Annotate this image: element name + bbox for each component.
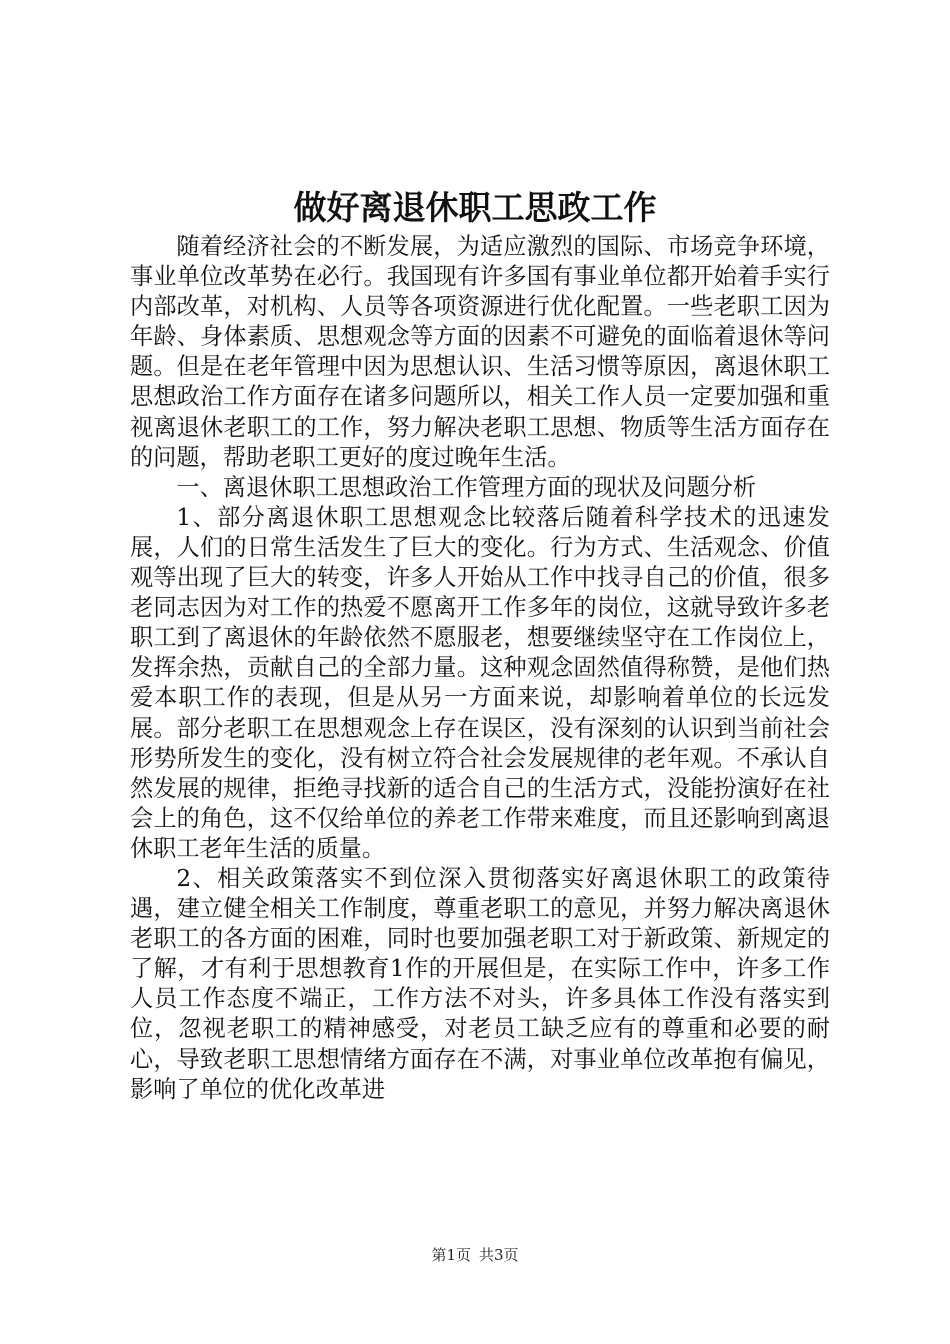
page-number: 第1页 (431, 1246, 471, 1264)
intro-paragraph: 随着经济社会的不断发展，为适应激烈的国际、市场竞争环境，事业单位改革势在必行。我国现有许多国有事业单位都开始着手实行内部改革，对机构、人员等各项资源进行优化配置。一些老职工因为年龄、身体素质、思想观念等方面的因素不可避免的面临着退休等问题。但是在老年管理中因为思想认识、生活习惯等原因，离退休职工思想政治工作方面存在诸多问题所以，相关工作人员一定要加强和重视离退休老职工的工作，努力解决老职工思想、物质等生活方面存在的问题，帮助老职工更好的度过晚年生活。 (130, 233, 830, 471)
page-footer (0, 1245, 950, 1265)
section-heading: 一、离退休职工思想政治工作管理方面的现状及问题分析 (176, 473, 757, 501)
document-body (130, 232, 830, 1105)
body-paragraph: 1、部分离退休职工思想观念比较落后随着科学技术的迅速发展，人们的日常生活发生了巨大的变化。行为方式、生活观念、价值观等出现了巨大的转变，许多人开始从工作中找寻自己的价值，很多老同志因为对工作的热爱不愿离开工作多年的岗位，这就导致许多老职工到了离退休的年龄依然不愿服老，想要继续坚守在工作岗位上，发挥余热，贡献自己的全部力量。这种观念固然值得称赞，是他们热爱本职工作的表现，但是从另一方面来说，却影响着单位的长远发展。部分老职工在思想观念上存在误区，没有深刻的认识到当前社会形势所发生的变化，没有树立符合社会发展规律的老年观。不承认自然发展的规律，拒绝寻找新的适合自己的生活方式，没能扮演好在社会上的角色，这不仅给单位的养老工作带来难度，而且还影响到离退休职工老年生活的质量。 (130, 503, 830, 862)
page-total: 共3页 (479, 1246, 519, 1264)
document-title: 做好离退休职工思政工作 (293, 188, 657, 227)
body-paragraph: 2、相关政策落实不到位深入贯彻落实好离退休职工的政策待遇，建立健全相关工作制度，尊重老职工的意见，并努力解决离退休老职工的各方面的困难，同时也要加强老职工对于新政策、新规定的了解，才有利于思想教育1作的开展但是，在实际工作中，许多工作人员工作态度不端正，工作方法不对头，许多具体工作没有落实到位，忽视老职工的精神感受，对老员工缺乏应有的尊重和必要的耐心，导致老职工思想情绪方面存在不满，对事业单位改革抱有偏见，影响了单位的优化改革进 (130, 864, 830, 1103)
